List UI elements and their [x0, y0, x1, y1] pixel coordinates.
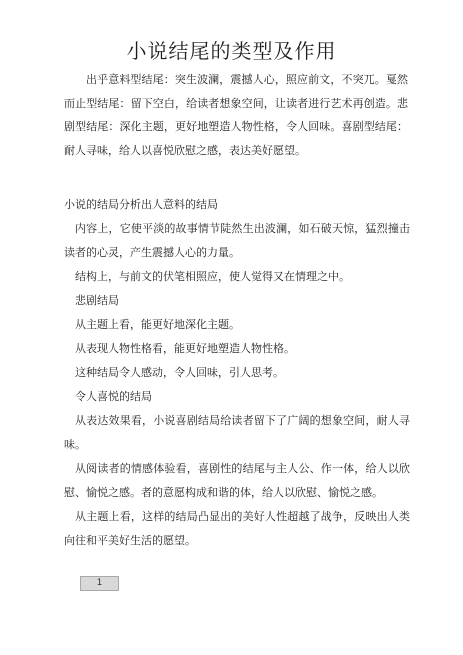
unexpected-content-paragraph: 内容上，它使平淡的故事情节陡然生出波澜，如石破天惊，猛烈撞击读者的心灵，产生震撼人心的力量。	[64, 222, 410, 259]
tragic-character-paragraph: 从表现人物性格看，能更好地塑造人物性格。	[75, 342, 295, 355]
happy-theme-paragraph: 从主题上看，这样的结局凸显出的美好人性超越了战争，反映出人类向往和平美好生活的愿望。	[64, 510, 410, 547]
tragic-theme-paragraph: 从主题上看，能更好地深化主题。	[75, 318, 240, 331]
analysis-section	[64, 193, 410, 553]
document-title: 小说结尾的类型及作用	[126, 39, 337, 63]
unexpected-structure-paragraph: 结构上，与前文的伏笔相照应，使人觉得又在情理之中。	[75, 270, 350, 283]
tragic-heading: 悲剧结局	[75, 294, 119, 307]
happy-heading: 令人喜悦的结局	[75, 390, 152, 403]
happy-expression-paragraph: 从表达效果看，小说喜剧结局给读者留下了广阔的想象空间，耐人寻味。	[64, 414, 410, 451]
page-number-badge: 1	[80, 576, 119, 591]
tragic-effect-paragraph: 这种结局令人感动，令人回味，引人思考。	[75, 366, 284, 379]
section-heading: 小说的结局分析出人意料的结局	[64, 198, 218, 211]
happy-emotion-paragraph: 从阅读者的情感体验看，喜剧性的结尾与主人公、作一体，给人以欣慰、愉悦之感。者的意愿构成和谐的体，给人以欣慰、愉悦之感。	[64, 462, 410, 499]
intro-paragraph: 出乎意料型结尾：突生波澜，震撼人心，照应前文，不突兀。戛然而止型结尾：留下空白，给读者想象空间，让读者进行艺术再创造。悲剧型结尾：深化主题，更好地塑造人物性格，令人回味。喜剧型结尾：耐人寻味，给人以喜悦欣慰之感，表达美好愿望。	[64, 73, 408, 157]
